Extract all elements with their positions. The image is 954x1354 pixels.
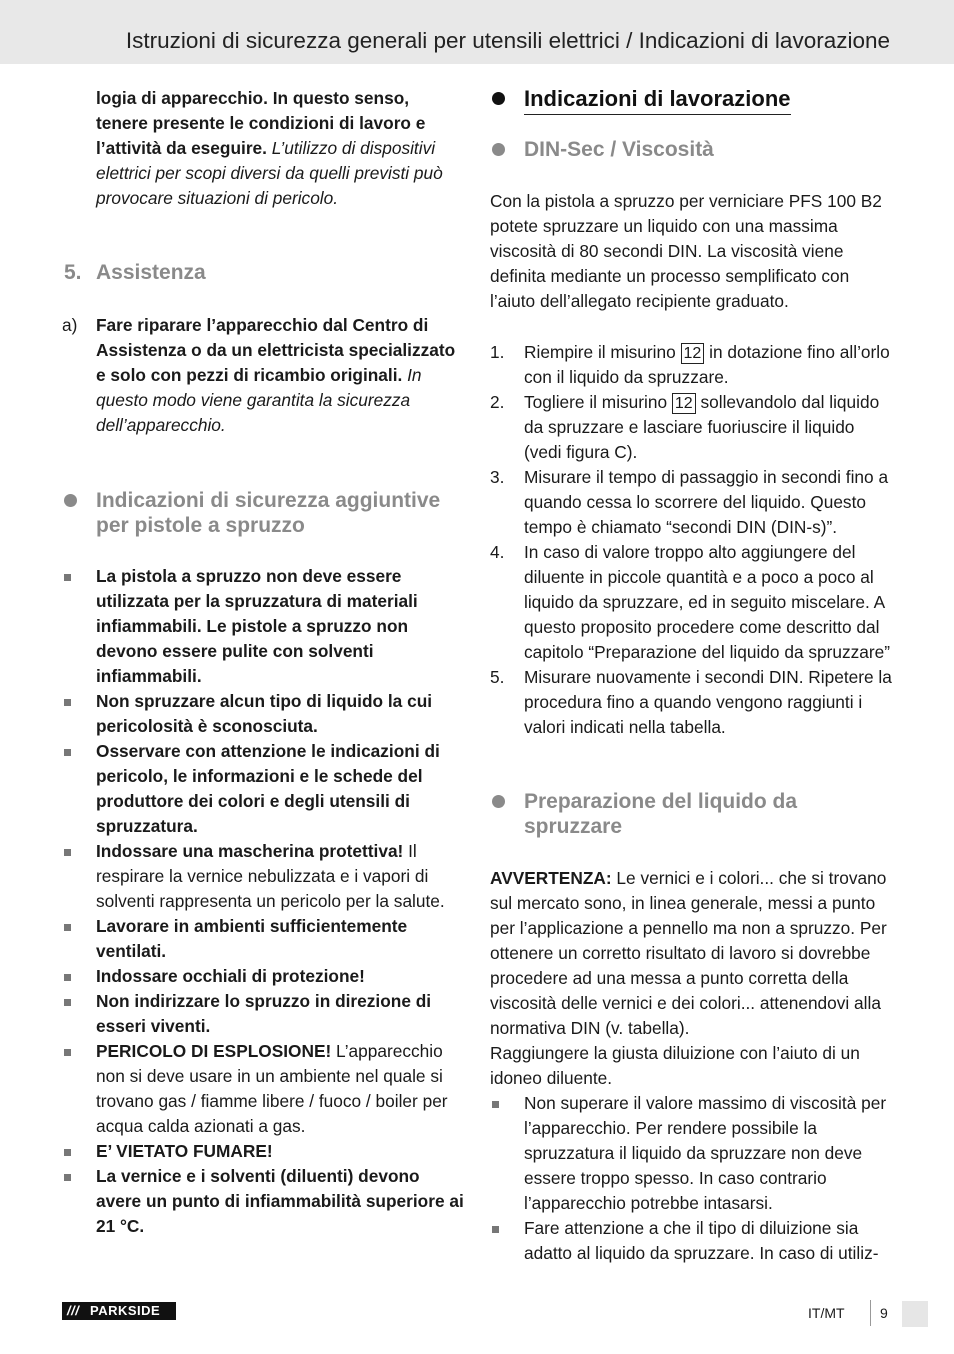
square-bullet-icon [64,749,71,756]
list-item [62,739,464,839]
list-item-text: Osservare con attenzione le indicazioni di pericolo, le informazioni e le schede del produttore dei colori e degli utensili di spruzzatura. [96,741,440,836]
locale-code: IT/MT [808,1305,845,1321]
list-item [62,1039,464,1139]
warning-paragraph [490,866,892,1041]
page-header [0,0,954,64]
din-steps-list [490,340,892,740]
dilution-paragraph: Raggiungere la giusta diluizione con l’aiuto di un idoneo diluente. [490,1043,860,1088]
list-item-bold-text: Indossare una mascherina protettiva! [96,841,404,861]
step-number: 5. [490,667,505,687]
din-viscosity-heading [490,137,892,162]
list-item-text: Non superare il valore massimo di viscosità per l’apparecchio. Per rendere possibile la spruzzatura il liquido da spruzzare non deve essere troppo spesso. In caso contrario l’apparecchio potrebbe intasarsi. [524,1093,887,1213]
list-item-text: L’apparecchio non si deve usare in un ambiente nel quale si trovano gas / fiamme libere / fuoco / boiler per acqua calda azionati a gas. [96,1041,448,1136]
main-section-heading [490,86,892,115]
footer-grey-box [902,1301,928,1327]
step-number: 3. [490,467,505,487]
right-column [490,86,892,1266]
square-bullet-icon [64,849,71,856]
step-text: Togliere il misurino [524,392,672,412]
left-column [62,86,464,1239]
spray-safety-heading [62,488,464,538]
section-assistenza-heading [62,260,464,285]
list-item [490,390,892,465]
list-item [490,540,892,665]
assistenza-item-a [62,313,464,438]
list-item [62,689,464,739]
bullet-dot-icon [492,143,505,156]
list-item [62,1139,464,1164]
warning-label: AVVERTENZA: [490,868,612,888]
step-text: Misurare il tempo di passaggio in secondi fino a quando cessa lo scorrere del liquido. Questo tempo è chiamato “secondi DIN (DIN-s)”. [524,467,889,537]
list-item-text: La vernice e i solventi (diluenti) devono avere un punto di infiammabilità superiore ai 21 °C. [96,1166,464,1236]
list-item [62,964,464,989]
list-item [62,839,464,914]
list-item [62,1164,464,1239]
bullet-dot-icon [492,92,505,105]
step-text: In caso di valore troppo alto aggiungere del diluente in piccole quantità e a poco a poco al liquido da spruzzare, ed in seguito miscelare. A questo proposito procedere come descritto dal capitolo “Preparazione del liquido da spruzzare” [524,542,890,662]
logo-stripes: /// [67,1303,80,1318]
step-number: 4. [490,542,505,562]
warning-text: Le vernici e i colori... che si trovano sul mercato sono, in linea generale, messi a punto per l’applicazione a pennello ma non a spruzzo. Per ottenere un corretto risultato di lavoro si dovrebbe procedere ad una messa a punto corretta della viscosità delle vernici e dei colori... attenendovi alla normativa DIN (v. tabella). [490,868,887,1038]
step-text: sollevandolo dal liquido da spruzzare e lasciare fuoriuscire il liquido (vedi figura C). [524,392,880,462]
list-item [490,665,892,740]
section-title: DIN-Sec / Viscosità [524,138,714,161]
item-bold-text: Fare riparare l’apparecchio dal Centro di Assistenza o da un elettricista specializzato e solo con pezzi di ricambio originali. [96,315,456,385]
list-item [490,1216,892,1266]
square-bullet-icon [64,999,71,1006]
section-number: 5. [64,261,82,284]
item-italic-text: In questo modo viene garantita la sicurezza dell’apparecchio. [96,365,422,435]
list-item-text: Il respirare la vernice nebulizzata e i vapori di solventi rappresenta un pericolo per la salute. [96,841,445,911]
list-item-text: Fare attenzione a che il tipo di diluizione sia adatto al liquido da spruzzare. In caso di utiliz- [524,1218,879,1263]
bullet-dot-icon [492,795,505,808]
section-title: Preparazione del liquido da spruzzare [524,790,798,838]
list-item-text: E’ VIETATO FUMARE! [96,1141,273,1161]
step-number: 2. [490,392,505,412]
parkside-logo [62,1302,176,1320]
square-bullet-icon [64,1149,71,1156]
intro-italic-text: L’utilizzo di dispositivi elettrici per scopi diversi da quelli previsti può provocare situazioni di pericolo. [96,138,443,208]
square-bullet-icon [64,1049,71,1056]
part-reference: 12 [672,393,696,414]
list-item [490,340,892,390]
list-item [490,465,892,540]
step-number: 1. [490,342,505,362]
list-item-text: Non indirizzare lo spruzzo in direzione di esseri viventi. [96,991,432,1036]
list-item-bold-text: PERICOLO DI ESPLOSIONE! [96,1041,332,1061]
step-text: in dotazione fino all’orlo con il liquido da spruzzare. [524,342,890,387]
part-reference: 12 [681,343,705,364]
logo-text: PARKSIDE [90,1303,161,1318]
square-bullet-icon [64,974,71,981]
square-bullet-icon [64,699,71,706]
list-item [490,1091,892,1216]
intro-bold-text: logia di apparecchio. In questo senso, tenere presente le condizioni di lavoro e l’attività da eseguire. [96,88,426,158]
item-marker: a) [62,315,78,335]
list-item [62,989,464,1039]
footer-divider [870,1300,871,1326]
page-number: 9 [880,1305,888,1321]
list-item-text: Non spruzzare alcun tipo di liquido la cui pericolosità è sconosciuta. [96,691,433,736]
preparation-list [490,1091,892,1266]
section-title: Indicazioni di sicurezza aggiuntive per pistole a spruzzo [96,489,441,537]
list-item-text: La pistola a spruzzo non deve essere utilizzata per la spruzzatura di materiali infiammabili. Le pistole a spruzzo non devono essere pulite con solventi infiammabili. [96,566,418,686]
list-item-text: Indossare occhiali di protezione! [96,966,365,986]
section-title: Indicazioni di lavorazione [524,86,791,115]
section-title: Assistenza [96,261,206,284]
list-item-text: Lavorare in ambienti sufficientemente ventilati. [96,916,408,961]
list-item [62,564,464,689]
bullet-dot-icon [64,494,77,507]
square-bullet-icon [64,574,71,581]
step-text: Misurare nuovamente i secondi DIN. Ripetere la procedura fino a quando vengono raggiunti i valori indicati nella tabella. [524,667,892,737]
intro-paragraph [62,86,464,211]
square-bullet-icon [492,1226,499,1233]
square-bullet-icon [64,924,71,931]
preparation-heading [490,789,892,839]
square-bullet-icon [492,1101,499,1108]
square-bullet-icon [64,1174,71,1181]
din-intro-paragraph: Con la pistola a spruzzo per verniciare PFS 100 B2 potete spruzzare un liquido con una massima viscosità di 80 secondi DIN. La viscosità viene definita mediante un processo semplificato con l’aiuto dell’allegato recipiente graduato. [490,191,882,311]
page-title: Istruzioni di sicurezza generali per utensili elettrici / Indicazioni di lavorazione [125,28,890,53]
step-text: Riempire il misurino [524,342,681,362]
spray-safety-list [62,564,464,1239]
list-item [62,914,464,964]
